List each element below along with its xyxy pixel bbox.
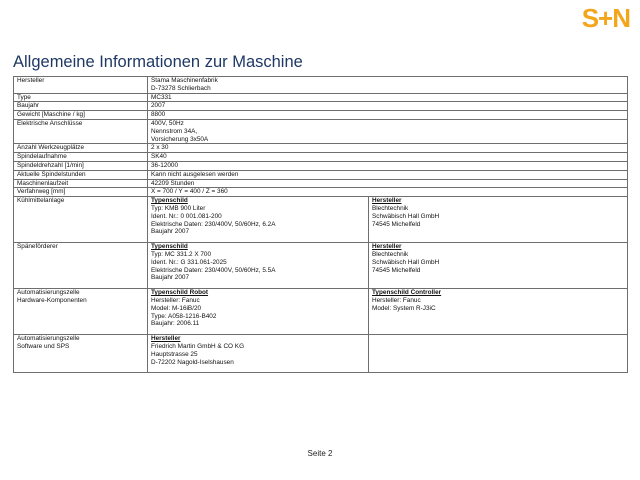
cell-line: 400V, 50Hz <box>151 119 184 127</box>
row-label: Spindelaufnahme <box>14 153 148 162</box>
cell-heading: Typenschild Controller <box>372 289 442 297</box>
cell-line: Ident. Nr.: 0 001.081-200 <box>151 212 222 220</box>
row-label: Hersteller <box>14 77 148 94</box>
table-row <box>14 179 628 188</box>
cell-line: Baujahr: 2006.11 <box>151 320 200 328</box>
cell-line: Hardware-Komponenten <box>17 296 87 304</box>
table-row <box>14 335 628 373</box>
row-label <box>14 289 148 335</box>
row-label <box>14 243 148 289</box>
cell-heading: Hersteller <box>372 197 402 205</box>
cell-line: Elektrische Daten: 230/400V, 50/60Hz, 6.2A <box>151 220 276 228</box>
row-value <box>148 93 628 102</box>
row-value <box>148 102 628 111</box>
cell-heading: Typenschild <box>151 197 188 205</box>
cell-line: Ident. Nr.: G 331.061-2025 <box>151 258 227 266</box>
row-label: Spindeldrehzahl [1/min] <box>14 161 148 170</box>
nameplate-cell <box>148 289 369 335</box>
table-row <box>14 197 628 243</box>
row-label: Verfahrweg [mm] <box>14 188 148 197</box>
table-row <box>14 161 628 170</box>
cell-line: Baujahr 2007 <box>151 274 190 282</box>
row-value <box>148 119 628 143</box>
table-row <box>14 153 628 162</box>
row-value <box>148 144 628 153</box>
cell-line: 2007 <box>151 102 166 110</box>
cell-line: Baujahr 2007 <box>151 228 190 236</box>
cell-heading: Typenschild <box>151 243 188 251</box>
cell-line: 74545 Michelfeld <box>372 220 421 228</box>
table-row <box>14 188 628 197</box>
cell-line: Type: A058-1216-B402 <box>151 312 217 320</box>
table-row <box>14 170 628 179</box>
cell-line: Hersteller: Fanuc <box>372 296 421 304</box>
cell-line: 74545 Michelfeld <box>372 266 421 274</box>
page-number: Seite 2 <box>307 449 333 458</box>
page-title: Allgemeine Informationen zur Maschine <box>13 53 303 71</box>
cell-line: Friedrich Martin GmbH & CO KG <box>151 342 245 350</box>
table-row <box>14 289 628 335</box>
machine-info-table <box>13 76 628 373</box>
cell-line: Blechtechnik <box>372 250 409 258</box>
row-value <box>148 153 628 162</box>
row-label: Gewicht [Maschine / kg] <box>14 111 148 120</box>
manufacturer-cell <box>369 243 628 289</box>
cell-line: Kann nicht ausgelesen werden <box>151 170 239 178</box>
cell-line: Typ: KMB 900 Liter <box>151 204 206 212</box>
table-row <box>14 77 628 94</box>
cell-heading: Hersteller <box>372 243 402 251</box>
cell-line: Automatisierungszelle <box>17 289 80 297</box>
row-value <box>148 111 628 120</box>
table-row <box>14 93 628 102</box>
cell-line: Model: M-16iB/20 <box>151 304 202 312</box>
cell-line: Kühlmittelanlage <box>17 197 65 205</box>
cell-line: Stama Maschinenfabrik <box>151 77 218 84</box>
cell-line: Elektrische Daten: 230/400V, 50/60Hz, 5.5A <box>151 266 276 274</box>
row-value <box>148 170 628 179</box>
cell-line: Schwäbisch Hall GmbH <box>372 258 440 266</box>
cell-line: Hauptstrasse 25 <box>151 350 198 358</box>
table-row <box>14 144 628 153</box>
row-label: Maschinenlaufzeit <box>14 179 148 188</box>
cell-heading: Typenschild Robot <box>151 289 209 297</box>
manufacturer-cell <box>369 197 628 243</box>
cell-line: 42209 Stunden <box>151 179 195 187</box>
cell-line: Schwäbisch Hall GmbH <box>372 212 440 220</box>
cell-line: 2 x 30 <box>151 144 169 152</box>
table-row <box>14 243 628 289</box>
manufacturer-cell <box>369 335 628 373</box>
cell-line: 8800 <box>151 111 166 119</box>
nameplate-cell <box>148 335 369 373</box>
table-row <box>14 102 628 111</box>
nameplate-cell <box>148 197 369 243</box>
row-label: Baujahr <box>14 102 148 111</box>
row-value <box>148 188 628 197</box>
cell-line: Blechtechnik <box>372 204 409 212</box>
row-label: Anzahl Werkzeugplätze <box>14 144 148 153</box>
cell-line: D-72202 Nagold-Iselshausen <box>151 358 234 366</box>
cell-line: Typ: MC 331.2 X 700 <box>151 250 212 258</box>
cell-line: Software und SPS <box>17 342 70 350</box>
cell-line: D-73278 Schlierbach <box>151 84 211 92</box>
cell-line: Model: System R-J3iC <box>372 304 436 312</box>
row-label: Elektrische Anschlüsse <box>14 119 148 143</box>
manufacturer-cell <box>369 289 628 335</box>
row-label: Aktuelle Spindelstunden <box>14 170 148 179</box>
cell-line: Automatisierungszelle <box>17 335 80 343</box>
cell-line: Hersteller: Fanuc <box>151 296 200 304</box>
cell-line: Vorsicherung 3x50A <box>151 135 209 143</box>
cell-line: Späneförderer <box>17 243 58 251</box>
company-logo: S+N <box>581 3 630 33</box>
row-value <box>148 77 628 94</box>
row-label <box>14 335 148 373</box>
cell-line: SK40 <box>151 153 167 161</box>
cell-line: X = 700 / Y = 400 / Z = 360 <box>151 188 228 196</box>
cell-heading: Hersteller <box>151 335 181 343</box>
table-row <box>14 119 628 143</box>
row-label: Type <box>14 93 148 102</box>
cell-line: Nennstrom 34A, <box>151 127 198 135</box>
row-value <box>148 179 628 188</box>
nameplate-cell <box>148 243 369 289</box>
table-row <box>14 111 628 120</box>
cell-line: MC331 <box>151 93 172 101</box>
cell-line: 36-12000 <box>151 161 179 169</box>
row-label <box>14 197 148 243</box>
row-value <box>148 161 628 170</box>
